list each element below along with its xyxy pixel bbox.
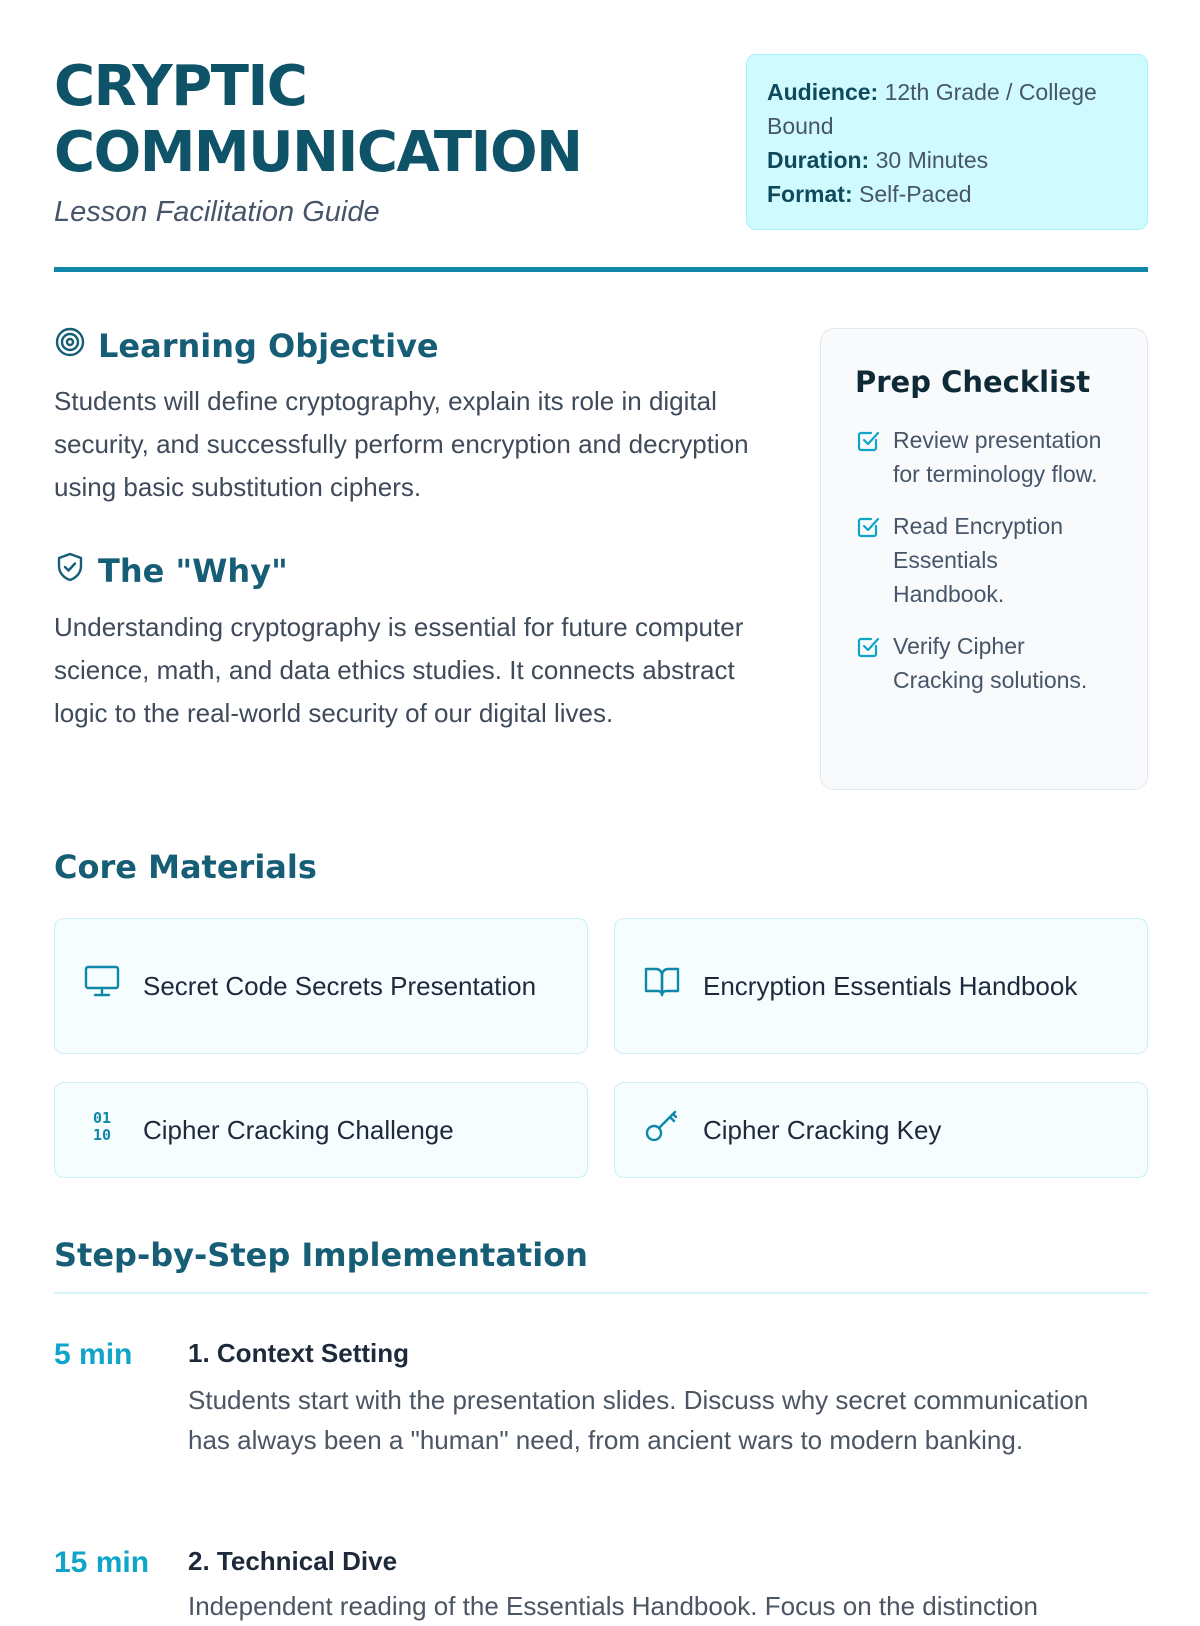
page-title: [54, 54, 694, 186]
shield-check-icon: [54, 551, 86, 591]
material-label: Cipher Cracking Challenge: [143, 1115, 454, 1145]
steps-heading: [54, 1236, 588, 1274]
why-text: Understanding cryptography is essential for future computer science, math, and data ethics studies. It connects abstract logic to the real-world security of our digital lives.: [54, 612, 744, 728]
why-heading: [54, 551, 288, 591]
meta-value: Self-Paced: [859, 181, 972, 207]
why-heading-text: The "Why": [98, 552, 288, 590]
materials-heading-text: Core Materials: [54, 848, 317, 886]
materials-heading: [54, 848, 317, 886]
meta-label: Duration:: [767, 147, 870, 173]
material-challenge[interactable]: [54, 1082, 588, 1178]
material-label: Cipher Cracking Key: [703, 1115, 942, 1145]
meta-value: 12th Grade / College Bound: [767, 79, 1097, 139]
meta-format: [767, 177, 1127, 211]
steps-heading-text: Step-by-Step Implementation: [54, 1236, 588, 1274]
checklist-item: [855, 423, 1115, 491]
objective-heading: [54, 326, 439, 366]
step-time: 5 min: [54, 1338, 133, 1371]
monitor-icon: [83, 962, 121, 1011]
checklist-item: [855, 629, 1115, 697]
checklist-item: [855, 509, 1115, 611]
target-icon: [54, 326, 86, 366]
checkbox-checked-icon: [855, 509, 881, 611]
objective-heading-text: Learning Objective: [98, 327, 439, 365]
meta-label: Audience:: [767, 79, 879, 105]
step-description: Students start with the presentation slides. Discuss why secret communication has always been a "human" need, from ancient wars to modern banking.: [188, 1385, 1089, 1455]
lesson-meta-box: [746, 54, 1148, 230]
lesson-guide-page: [54, 0, 1148, 1621]
page-subtitle: Lesson Facilitation Guide: [54, 196, 380, 228]
svg-text:10: 10: [92, 1125, 112, 1144]
step-time: 15 min: [54, 1546, 150, 1579]
checklist-heading: Prep Checklist: [855, 365, 1091, 399]
checklist-item-text: Read Encryption Essentials Handbook.: [893, 513, 1064, 607]
prep-checklist: [820, 328, 1148, 790]
meta-label: Format:: [767, 181, 853, 207]
book-icon: [643, 962, 681, 1011]
meta-audience: [767, 75, 1127, 143]
material-key[interactable]: [614, 1082, 1148, 1178]
title-line-1: CRYPTIC: [54, 54, 307, 119]
checklist-item-text: Verify Cipher Cracking solutions.: [893, 633, 1088, 693]
checklist-item-text: Review presentation for terminology flow.: [893, 427, 1102, 487]
step-title: 2. Technical Dive: [188, 1546, 398, 1576]
material-label: Encryption Essentials Handbook: [703, 971, 1078, 1001]
checkbox-checked-icon: [855, 423, 881, 491]
binary-icon: [83, 1106, 121, 1155]
material-presentation[interactable]: [54, 918, 588, 1054]
material-handbook[interactable]: [614, 918, 1148, 1054]
svg-text:01: 01: [92, 1108, 112, 1127]
steps-divider: [54, 1292, 1148, 1294]
title-line-2: COMMUNICATION: [54, 120, 582, 185]
checkbox-checked-icon: [855, 629, 881, 697]
material-label: Secret Code Secrets Presentation: [143, 971, 537, 1001]
objective-text: Students will define cryptography, explain its role in digital security, and successfully perform encryption and decryption using basic substitution ciphers.: [54, 386, 749, 502]
header-divider: [54, 267, 1148, 272]
step-description: Independent reading of the Essentials Handbook. Focus on the distinction: [188, 1591, 1038, 1621]
key-icon: [643, 1106, 681, 1155]
meta-value: 30 Minutes: [875, 147, 989, 173]
meta-duration: [767, 143, 1127, 177]
step-title: 1. Context Setting: [188, 1338, 410, 1368]
